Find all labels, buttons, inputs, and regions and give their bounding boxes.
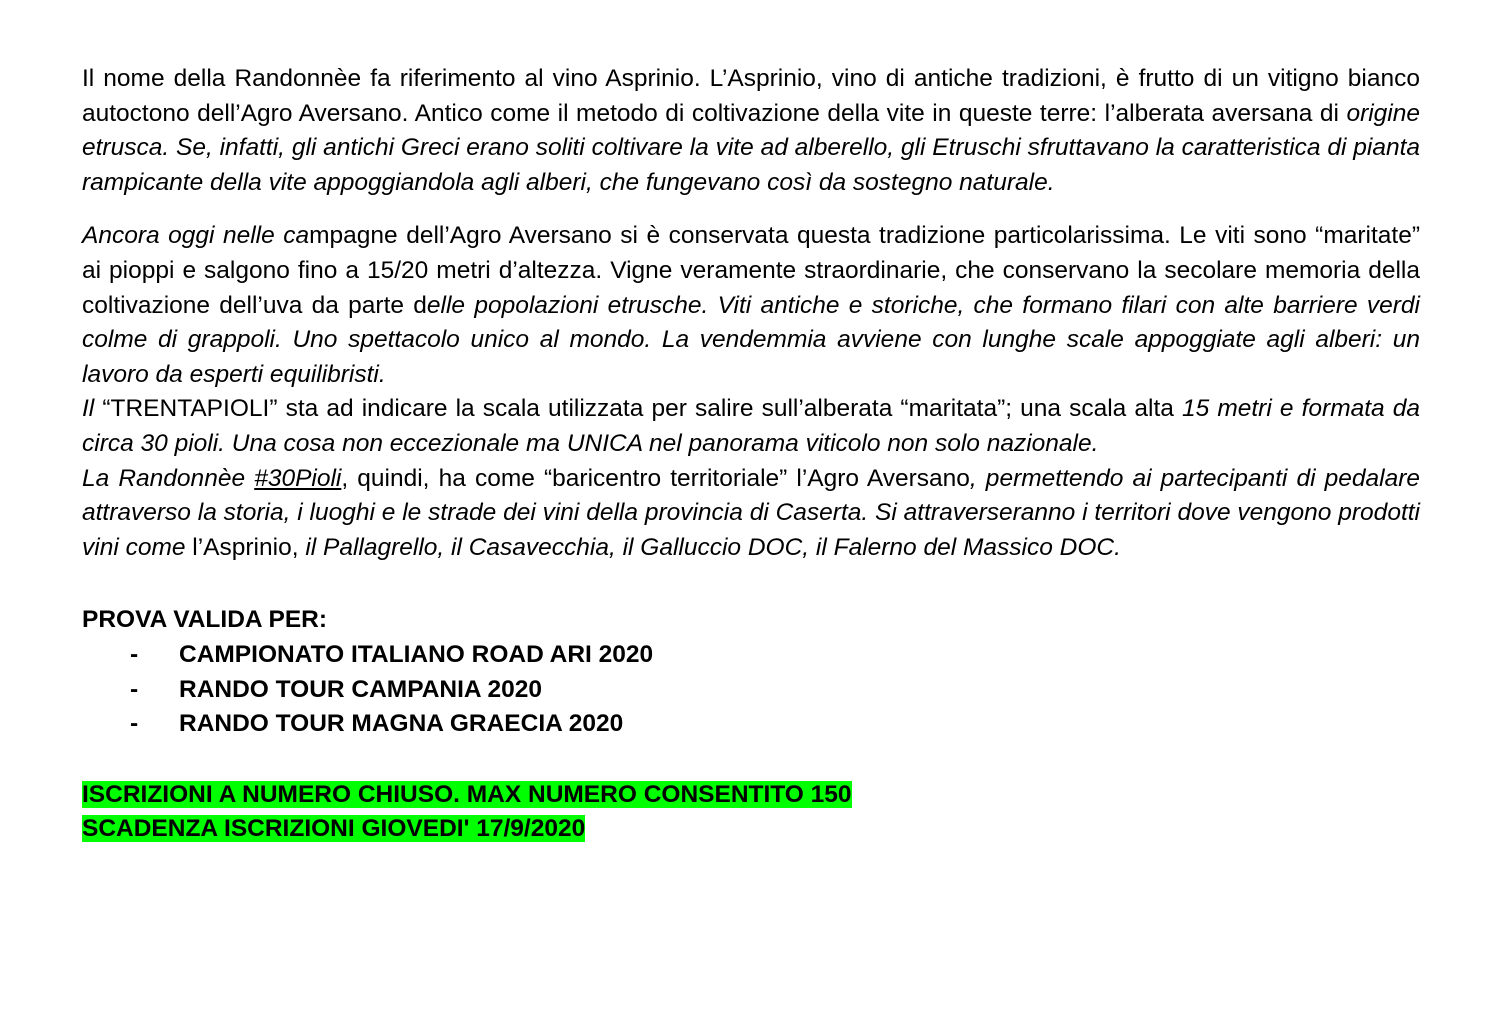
registration-notice [82,778,1420,847]
italic-text: origine etrusca. Se, infatti, gli antichi Greci erano soliti coltivare la vite ad alberello, gli Etruschi sfruttavano la caratteristica di pianta rampicante della vite appoggiandola agli alberi, che fungevano così da sostegno naturale. [82,99,1420,196]
hashtag: #30Pioli [254,464,342,492]
validity-list [82,638,1420,742]
paragraph [82,462,1420,566]
paragraph [82,62,1420,200]
italic-text: elle popolazioni etrusche. Viti antiche e storiche, che formano filari con alte barriere verdi colme di grappoli. Uno spettacolo unico al mondo. La vendemmia avviene con lunghe scale appoggiate agli alberi: un lavoro da esperti equilibristi. [82,291,1420,388]
italic-text: La Randonnèe [82,464,255,492]
document-page [82,62,1420,847]
italic-text: , permettendo ai partecipanti di pedalare attraverso la storia, i luoghi e le strade dei vini della provincia di Caserta. Si attraverseranno i territori dove vengono prodotti vini come [82,464,1420,561]
notice-line-limit: ISCRIZIONI A NUMERO CHIUSO. MAX NUMERO CONSENTITO 150 [82,780,852,808]
text: “TRENTAPIOLI” sta ad indicare la scala utilizzata per salire sull’alberata “maritata”; una scala alta [102,395,1182,423]
list-item [82,707,1420,742]
text: mpagne dell’Agro Aversano si è conservata questa tradizione particolarissima. Le viti sono “maritate” ai pioppi e salgono fino a 15/20 metri d’altezza. Vigne veramente straordinarie, che conservano la secolare memoria della coltivazione dell’uva da parte d [82,222,1420,319]
italic-text: Il [82,395,103,423]
text: l’Asprinio, [192,533,306,561]
notice-line-deadline: SCADENZA ISCRIZIONI GIOVEDI' 17/9/2020 [82,815,586,843]
list-item-label: RANDO TOUR CAMPANIA 2020 [179,675,543,703]
list-item [82,638,1420,673]
body-text [82,62,1420,565]
text: , quindi, ha come “baricentro territoriale” l’Agro Aversano [341,464,970,492]
italic-text: Ancora oggi nelle ca [82,222,310,250]
validity-heading: PROVA VALIDA PER: [82,606,328,634]
bullet-dash: - [130,675,139,703]
italic-text: 15 metri e formata da circa 30 pioli. Una cosa non eccezionale ma UNICA nel panorama viticolo non solo nazionale. [82,395,1420,457]
paragraph [82,219,1420,392]
list-item-label: CAMPIONATO ITALIANO ROAD ARI 2020 [179,640,654,668]
list-item-label: RANDO TOUR MAGNA GRAECIA 2020 [179,710,624,738]
paragraph [82,392,1420,461]
text: Il nome della Randonnèe fa riferimento al vino Asprinio. L’Asprinio, vino di antiche tradizioni, è frutto di un vitigno bianco autoctono dell’Agro Aversano. Antico come il metodo di coltivazione della vite in queste terre: l’alberata aversana di [82,65,1420,127]
italic-text: il Pallagrello, il Casavecchia, il Galluccio DOC, il Falerno del Massico DOC. [305,533,1121,561]
bullet-dash: - [130,710,139,738]
list-item [82,673,1420,708]
bullet-dash: - [130,640,139,668]
